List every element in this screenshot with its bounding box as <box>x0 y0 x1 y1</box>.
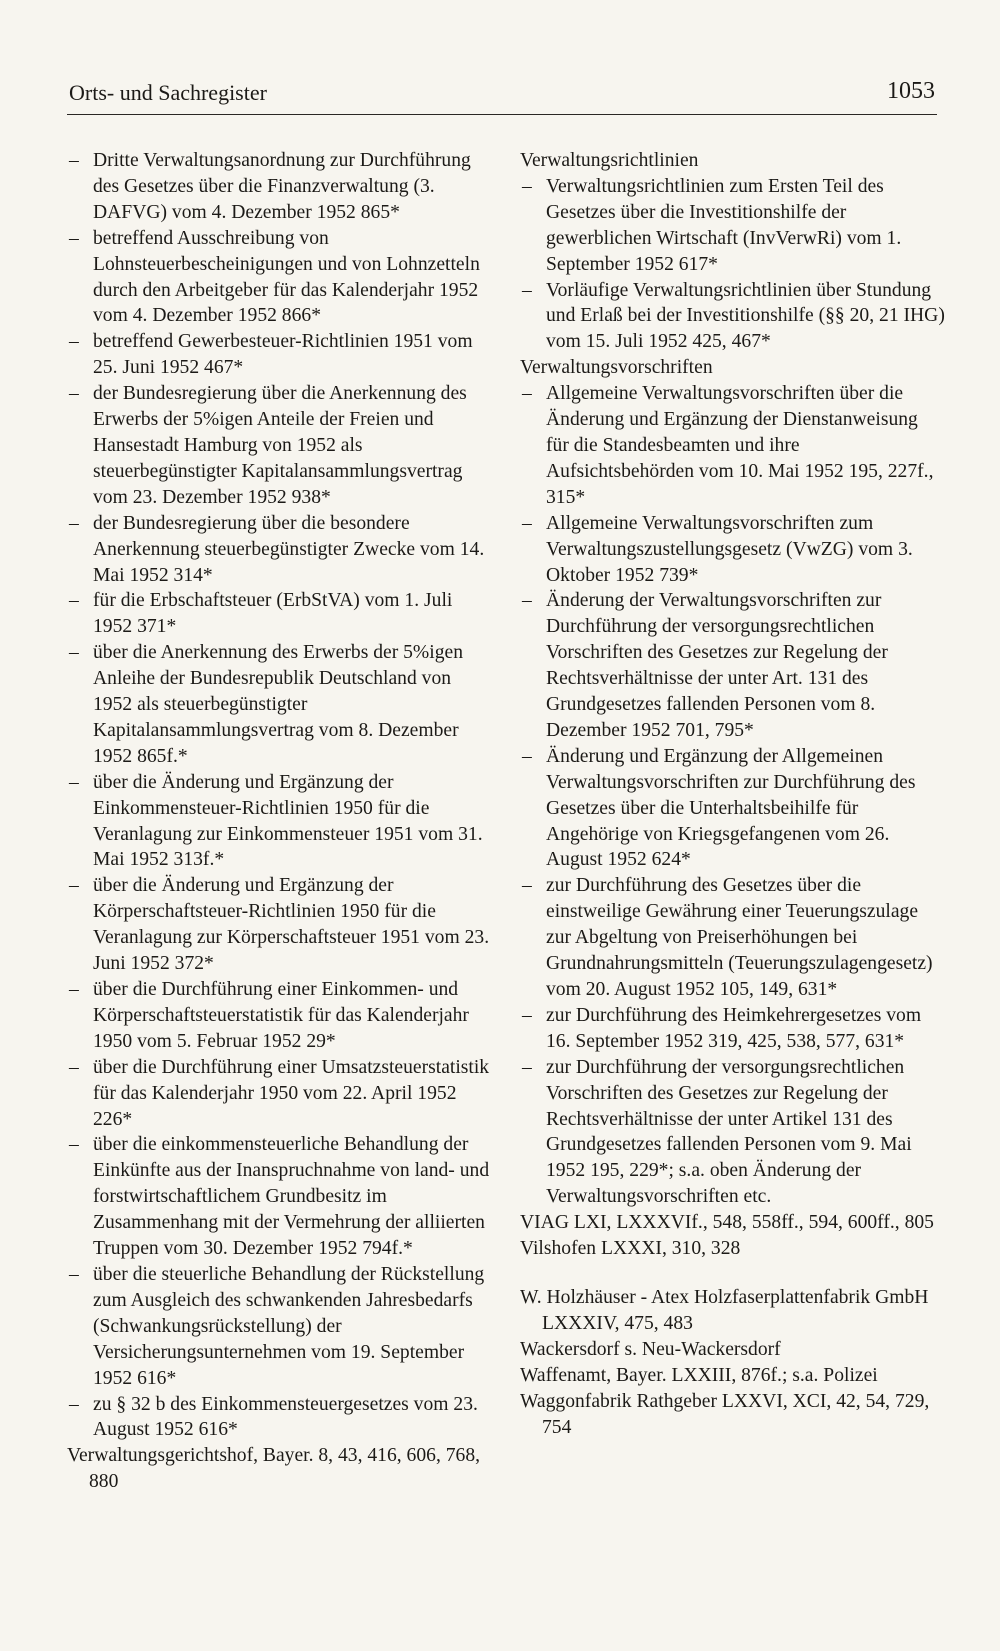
index-subentry <box>67 226 495 330</box>
subentry-dash: – <box>522 1056 532 1078</box>
index-subentry <box>520 174 945 278</box>
entry-text: Verwaltungsrichtlinien <box>520 150 699 171</box>
left-column <box>67 148 495 1495</box>
page-header <box>67 76 937 115</box>
entry-text: Verwaltungsrichtlinien zum Ersten Teil des Gesetzes über die Investitionshilfe der gewerblichen Wirtschaft (InvVerwRi) vom 1. September 1952 617* <box>546 175 902 275</box>
subentry-dash: – <box>522 175 532 197</box>
subentry-dash: – <box>69 512 79 534</box>
index-entry <box>520 355 945 381</box>
entry-text: Allgemeine Verwaltungsvorschriften zum Verwaltungszustellungsgesetz (VwZG) vom 3. Oktober 1952 739* <box>546 512 913 586</box>
subentry-dash: – <box>69 642 79 664</box>
entry-text: der Bundesregierung über die besondere Anerkennung steuerbegünstigter Zwecke vom 14. Mai 1952 314* <box>93 512 485 586</box>
entry-text: über die Anerkennung des Erwerbs der 5%igen Anleihe der Bundesrepublik Deutschland von 1952 als steuerbegünstigter Kapitalansammlungsvertrag vom 8. Dezember 1952 865f.* <box>93 642 463 767</box>
entry-text: Vorläufige Verwaltungsrichtlinien über Stundung und Erlaß bei der Investitionshilfe (§§ 20, 21 IHG) vom 15. Juli 1952 425, 467* <box>546 279 945 353</box>
index-subentry <box>67 1055 495 1133</box>
index-subentry <box>520 511 945 589</box>
subentry-dash: – <box>69 771 79 793</box>
entry-text: über die Änderung und Ergänzung der Körperschaftsteuer-Richtlinien 1950 für die Veranlagung zur Körperschaftsteuer 1951 vom 23. Juni 1952 372* <box>93 875 490 975</box>
index-subentry <box>67 511 495 589</box>
index-subentry <box>67 588 495 640</box>
entry-text: über die Änderung und Ergänzung der Einkommensteuer-Richtlinien 1950 für die Veranlagung zur Einkommensteuer 1951 vom 31. Mai 1952 313f.* <box>93 771 483 871</box>
entry-text: betreffend Ausschreibung von Lohnsteuerbescheinigungen und von Lohnzetteln durch den Arbeitgeber für das Kalenderjahr 1952 vom 4. Dezember 1952 866* <box>93 227 480 327</box>
entry-gap <box>520 1262 945 1285</box>
index-subentry <box>520 1003 945 1055</box>
index-entry <box>520 1389 945 1441</box>
index-entry <box>520 1210 945 1236</box>
entry-text: über die Durchführung einer Umsatzsteuerstatistik für das Kalenderjahr 1950 vom 22. April 1952 226* <box>93 1056 490 1130</box>
subentry-dash: – <box>69 1393 79 1415</box>
index-entry <box>520 1363 945 1389</box>
subentry-dash: – <box>522 383 532 405</box>
entry-text: VIAG LXI, LXXXVIf., 548, 558ff., 594, 600ff., 805 <box>520 1212 934 1234</box>
subentry-dash: – <box>522 875 532 897</box>
entry-text: zu § 32 b des Einkommensteuergesetzes vom 23. August 1952 616* <box>93 1393 478 1441</box>
entry-text: über die steuerliche Behandlung der Rückstellung zum Ausgleich des schwankenden Jahresbedarfs (Schwankungsrückstellung) der Versicherungsunternehmen vom 19. September 1952 616* <box>93 1263 485 1389</box>
entry-text: zur Durchführung der versorgungsrechtlichen Vorschriften des Gesetzes zur Regelung der Rechtsverhältnisse der unter Artikel 131 des Grundgesetzes fallenden Personen vom 9. Mai 1952 195, 229*; s.a. oben Änderung der Verwaltungsvorschriften etc. <box>546 1056 912 1208</box>
entry-text: der Bundesregierung über die Anerkennung des Erwerbs der 5%igen Anteile der Freien und Hansestadt Hamburg von 1952 als steuerbegünstigter Kapitalansammlungsvertrag vom 23. Dezember 1952 938* <box>93 383 467 508</box>
page-number: 1053 <box>887 78 935 104</box>
subentry-dash: – <box>69 1056 79 1078</box>
entry-text: Waggonfabrik Rathgeber LXXVI, XCI, 42, 54, 729, 754 <box>520 1390 930 1438</box>
index-subentry <box>520 278 945 356</box>
index-entry <box>520 148 945 174</box>
index-subentry <box>67 1262 495 1392</box>
right-column <box>520 148 945 1440</box>
index-subentry <box>67 770 495 874</box>
index-entry <box>520 1337 945 1363</box>
entry-text: für die Erbschaftsteuer (ErbStVA) vom 1. Juli 1952 371* <box>93 590 453 638</box>
entry-text: über die Durchführung einer Einkommen- und Körperschaftsteuerstatistik für das Kalenderjahr 1950 vom 5. Februar 1952 29* <box>93 979 469 1052</box>
entry-text: Vilshofen LXXXI, 310, 328 <box>520 1238 741 1260</box>
entry-text: Änderung und Ergänzung der Allgemeinen Verwaltungsvorschriften zur Durchführung des Gesetzes über die Unterhaltsbeihilfe für Angehörige von Kriegsgefangenen vom 26. August 1952 624* <box>546 745 916 871</box>
subentry-dash: – <box>69 1263 79 1285</box>
subentry-dash: – <box>522 1004 532 1026</box>
subentry-dash: – <box>69 979 79 1000</box>
entry-text: Allgemeine Verwaltungsvorschriften über die Änderung und Ergänzung der Dienstanweisung für die Standesbeamten und ihre Aufsichtsbehörden vom 10. Mai 1952 195, 227f., 315* <box>546 383 934 508</box>
index-subentry <box>520 381 945 511</box>
index-entry <box>520 1285 945 1337</box>
subentry-dash: – <box>522 745 532 767</box>
index-subentry <box>520 1055 945 1210</box>
index-entry <box>520 1236 945 1262</box>
index-subentry <box>520 873 945 1003</box>
index-subentry <box>67 148 495 226</box>
subentry-dash: – <box>522 590 532 612</box>
entry-text: über die einkommensteuerliche Behandlung der Einkünfte aus der Inanspruchnahme von land- und forstwirtschaftlichem Grundbesitz im Zusammenhang mit der Vermehrung der alliierten Truppen vom 30. Dezember 1952 794f.* <box>93 1134 490 1260</box>
entry-text: zur Durchführung des Heimkehrergesetzes vom 16. September 1952 319, 425, 538, 577, 631* <box>546 1004 922 1052</box>
running-title: Orts- und Sachregister <box>69 80 267 105</box>
entry-text: Wackersdorf s. Neu-Wackersdorf <box>520 1338 781 1360</box>
index-subentry <box>520 588 945 743</box>
index-subentry <box>67 381 495 511</box>
subentry-dash: – <box>69 1134 79 1156</box>
entry-text: Verwaltungsgerichtshof, Bayer. 8, 43, 416, 606, 768, 880 <box>67 1445 481 1493</box>
entry-text: Dritte Verwaltungsanordnung zur Durchführung des Gesetzes über die Finanzverwaltung (3. DAFVG) vom 4. Dezember 1952 865* <box>93 150 471 223</box>
subentry-dash: – <box>69 590 79 612</box>
entry-text: Waffenamt, Bayer. LXXIII, 876f.; s.a. Polizei <box>520 1364 878 1386</box>
entry-text: Änderung der Verwaltungsvorschriften zur Durchführung der versorgungsrechtlichen Vorschriften des Gesetzes zur Regelung der Rechtsverhältnisse der unter Art. 131 des Grundgesetzes fallenden Personen vom 8. Dezember 1952 701, 795* <box>546 590 888 741</box>
subentry-dash: – <box>522 512 532 534</box>
index-subentry <box>520 744 945 874</box>
index-subentry <box>67 329 495 381</box>
index-subentry <box>67 640 495 770</box>
subentry-dash: – <box>69 227 79 249</box>
subentry-dash: – <box>522 279 532 301</box>
subentry-dash: – <box>69 331 79 353</box>
subentry-dash: – <box>69 150 79 171</box>
index-entry <box>67 1443 495 1495</box>
entry-text: W. Holzhäuser - Atex Holzfaserplattenfabrik GmbH LXXXIV, 475, 483 <box>520 1286 929 1334</box>
index-subentry <box>67 1392 495 1444</box>
entry-text: Verwaltungsvorschriften <box>520 357 713 379</box>
entry-text: betreffend Gewerbesteuer-Richtlinien 1951 vom 25. Juni 1952 467* <box>93 331 473 379</box>
index-subentry <box>67 977 495 1055</box>
entry-text: zur Durchführung des Gesetzes über die einstweilige Gewährung einer Teuerungszulage zur Abgeltung von Preiserhöhungen bei Grundnahrungsmitteln (Teuerungszulagengesetz) vom 20. August 1952 105, 149, 631* <box>546 875 933 1000</box>
subentry-dash: – <box>69 875 79 897</box>
index-subentry <box>67 873 495 977</box>
subentry-dash: – <box>69 383 79 405</box>
index-subentry <box>67 1132 495 1262</box>
